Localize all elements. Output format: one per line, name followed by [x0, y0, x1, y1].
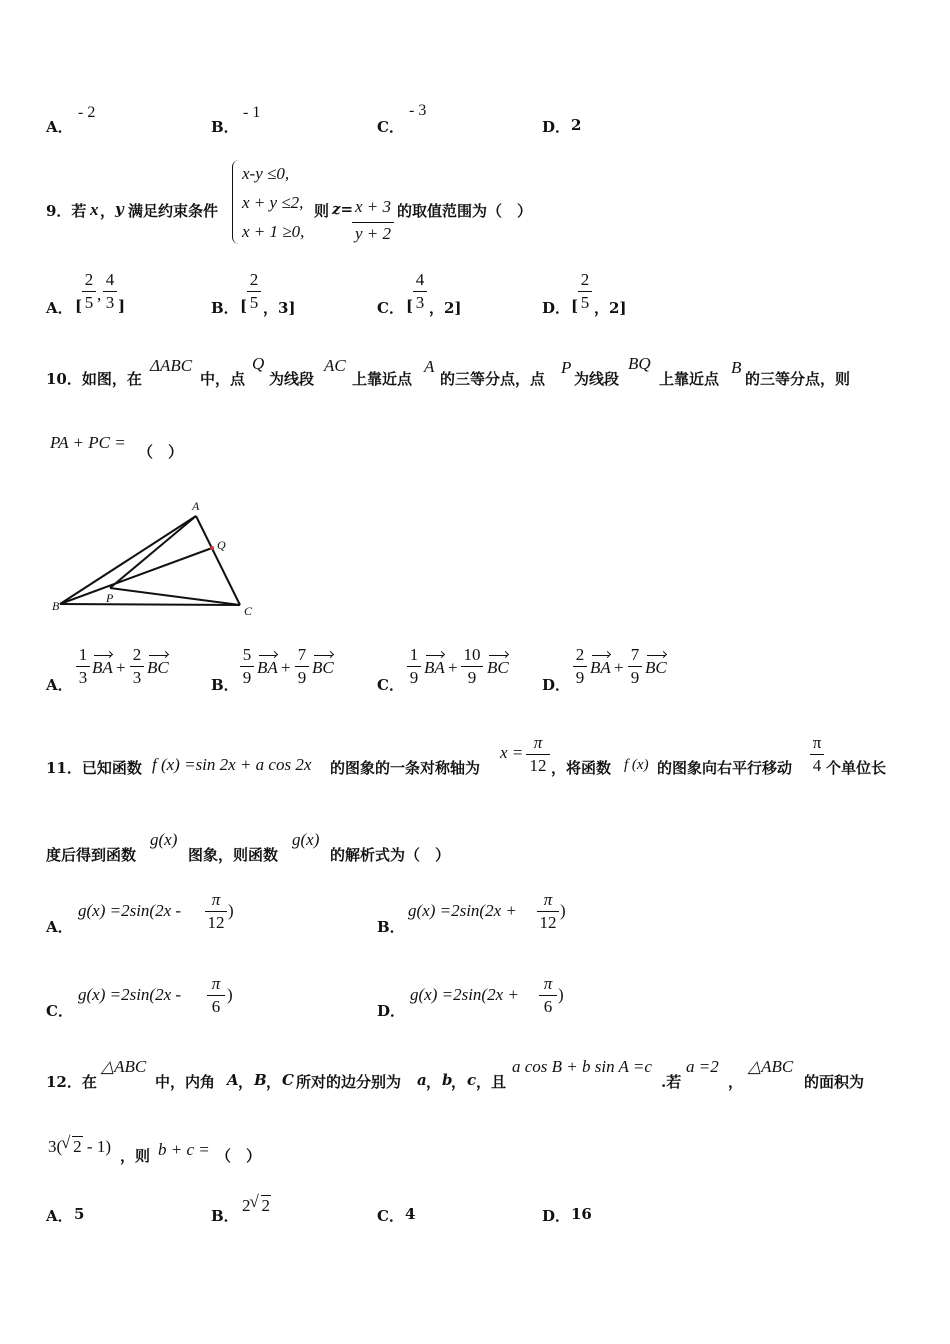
q12-p5: .若: [661, 1073, 682, 1091]
q11-option-b-den: 12: [539, 913, 557, 932]
q8-option-a-letter: A．: [46, 118, 73, 136]
q9-constraint-3: x + 1 ≥0,: [242, 222, 305, 241]
q10-p3: 为线段: [269, 370, 315, 388]
q10-p4: 上靠近点: [352, 370, 413, 388]
q9-option-c-open: [: [406, 297, 414, 315]
q9-option-d-rest: ，2]: [594, 299, 627, 317]
q8-option-b-letter: B．: [211, 118, 239, 136]
q11-shift-fraction: [810, 733, 824, 776]
fig-line-bq: [60, 548, 212, 604]
q9-option-d-open: [: [571, 297, 579, 315]
q10-option-a-frac1: [76, 645, 90, 688]
q12-area-radicand: √ 2: [72, 1136, 83, 1157]
frac-bar: [573, 666, 587, 667]
q12-area-pre: 3(: [48, 1137, 63, 1156]
q9-constraint-2: x + y ≤2,: [242, 193, 304, 212]
q11-p6: 度后得到函数: [46, 846, 137, 864]
q9-option-c-letter: C．: [377, 299, 404, 317]
q11-option-c-frac: [207, 974, 225, 1017]
q11-p5: 个单位长: [826, 759, 887, 777]
q12-option-b-value: [242, 1195, 271, 1216]
q11-option-c-letter: C．: [46, 1002, 73, 1020]
q9-z-label: z=: [332, 200, 354, 218]
q10-segment-bq: BQ: [628, 354, 651, 373]
q11-p2: 的图象的一条对称轴为: [330, 759, 481, 777]
q11-option-d-num: π: [543, 974, 553, 993]
q9-option-a-d1: 5: [84, 293, 94, 312]
q9-option-a-n1: 2: [84, 270, 94, 289]
q10-option-b-frac1: [240, 645, 254, 688]
q12-p4: ，且: [476, 1073, 507, 1091]
q10-option-b-vec1: BA: [257, 658, 278, 677]
q9-constraint-1: x-y ≤0,: [242, 164, 290, 183]
q12-side-a: a: [417, 1071, 427, 1089]
q9-option-d-letter: D．: [542, 299, 571, 317]
frac-bar: [537, 911, 559, 912]
q12-option-b-pre: 2: [242, 1196, 251, 1215]
q9-z-bar: [352, 222, 394, 223]
q10-option-c-plus: +: [448, 658, 458, 677]
q12-p7: 的面积为: [804, 1073, 865, 1091]
q9-option-b-rest: ，3]: [263, 299, 296, 317]
fig-point-q-dot: [210, 546, 214, 550]
q12-triangle: △ABC: [101, 1057, 147, 1076]
q12-expression: b + c =: [158, 1140, 210, 1159]
q12-option-a-value: 5: [74, 1205, 85, 1223]
q11-option-b-lhs: g(x) =2sin(2x +: [408, 901, 517, 920]
q10-option-a-d2: 3: [132, 668, 142, 687]
fig-label-p: P: [106, 591, 114, 605]
q11-p4: 的图象向右平行移动: [657, 759, 793, 777]
q12-p8: ，则: [120, 1147, 151, 1165]
q11-function-2: f (x): [624, 757, 649, 773]
q12-angle-b: B: [254, 1071, 267, 1089]
q12-p1: 12．在: [46, 1073, 97, 1091]
frac-bar: [578, 291, 592, 292]
q10-p7: 上靠近点: [659, 370, 720, 388]
q12-paren: （ ）: [216, 1147, 262, 1165]
fig-line-pa: [110, 516, 196, 588]
q10-option-d-vec1: BA: [590, 658, 611, 677]
q10-triangle: ΔABC: [150, 356, 193, 375]
q10-option-b-letter: B．: [211, 676, 239, 694]
q12-option-d-value: 16: [571, 1205, 592, 1223]
q10-option-a-n1: 1: [78, 645, 88, 664]
q12-side-c: c: [467, 1071, 477, 1089]
frac-bar: [539, 995, 557, 996]
q11-option-d-frac: [539, 974, 557, 1017]
q10-option-b-n1: 5: [242, 645, 252, 664]
q10-option-d-d2: 9: [630, 668, 640, 687]
q11-axis-num: π: [533, 733, 543, 752]
q9-option-a-close: ]: [118, 297, 126, 315]
q10-p1: 10．如图，在: [46, 370, 142, 388]
q10-option-d-d1: 9: [575, 668, 585, 687]
q9-option-d-n1: 2: [580, 270, 590, 289]
q11-option-a-rp: ): [228, 901, 234, 920]
q10-option-c-vec1: BA: [424, 658, 445, 677]
q11-shift-num: π: [812, 733, 822, 752]
q9-option-b-n1: 2: [249, 270, 259, 289]
q12-option-a-letter: A．: [46, 1207, 73, 1225]
q11-g-function: g(x): [150, 830, 178, 849]
q10-option-c-vec2: BC: [487, 658, 509, 677]
q10-option-b-n2: 7: [297, 645, 307, 664]
q12-triangle-2: △ABC: [748, 1057, 794, 1076]
q9-var-x: x: [90, 200, 99, 219]
q11-option-d-rp: ): [558, 985, 564, 1004]
q12-sep-2: ，: [266, 1073, 282, 1091]
fig-label-c: C: [244, 604, 253, 618]
q11-option-b-letter: B．: [377, 918, 405, 936]
q8-option-b-value: - 1: [243, 104, 261, 121]
q10-paren: （ ）: [138, 443, 184, 461]
q9-option-a-frac2: [103, 270, 117, 313]
q11-option-b-num: π: [543, 890, 553, 909]
q9-option-a-letter: A．: [46, 299, 73, 317]
q11-p1: 11．已知函数: [46, 759, 142, 777]
q10-option-a-n2: 2: [132, 645, 142, 664]
q12-area-post: - 1): [82, 1137, 111, 1156]
q12-sep-4: ，: [451, 1073, 467, 1091]
frac-bar: [295, 666, 309, 667]
q10-option-d-n1: 2: [575, 645, 585, 664]
frac-bar: [240, 666, 254, 667]
q10-option-a-vec1: BA: [92, 658, 113, 677]
q12-option-b-letter: B．: [211, 1207, 239, 1225]
q10-option-d-n2: 7: [630, 645, 640, 664]
frac-bar: [628, 666, 642, 667]
q10-option-a-plus: +: [116, 658, 126, 677]
q9-suffix: 的取值范围为（ ）: [397, 202, 533, 220]
q12-option-b-radicand: √ 2: [261, 1195, 272, 1216]
q10-option-b-vec2: BC: [312, 658, 334, 677]
q10-p2: 中，点: [200, 370, 246, 388]
q12-option-c-value: 4: [405, 1205, 416, 1223]
q9-z-denominator: y + 2: [354, 224, 392, 243]
q11-axis-den: 12: [529, 756, 547, 775]
fig-label-b: B: [52, 599, 60, 613]
q11-p3: ，将函数: [551, 759, 612, 777]
q10-expression: PA + PC =: [50, 433, 126, 452]
q9-prefix: 9．若: [46, 202, 87, 220]
q10-option-d-plus: +: [614, 658, 624, 677]
q11-option-c-rp: ): [227, 985, 233, 1004]
frac-bar: [130, 666, 144, 667]
q11-p7: 图象，则函数: [188, 846, 279, 864]
q10-point-p: P: [561, 358, 572, 377]
q9-option-c-frac: [413, 270, 427, 313]
q11-option-d-den: 6: [543, 997, 553, 1016]
q11-option-a-lhs: g(x) =2sin(2x -: [78, 901, 182, 920]
q10-triangle-figure: [40, 492, 280, 622]
frac-bar: [207, 995, 225, 996]
q10-point-a: A: [424, 357, 435, 376]
q12-equation: a cos B + b sin A =c: [512, 1057, 652, 1076]
q10-option-c-letter: C．: [377, 676, 404, 694]
q9-option-a-frac1: [82, 270, 96, 313]
fig-line-ac: [196, 516, 240, 605]
q12-angle-a: A: [227, 1071, 239, 1089]
q8-option-c-letter: C．: [377, 118, 404, 136]
q9-then: 则: [314, 202, 330, 220]
q11-axis-lhs: x =: [500, 743, 524, 762]
q9-constraint-brace: [232, 160, 239, 244]
q9-option-c-n1: 4: [415, 270, 425, 289]
q11-option-b-frac: [537, 890, 559, 933]
q10-p6: 为线段: [574, 370, 620, 388]
q10-p5: 的三等分点，点: [440, 370, 546, 388]
q9-z-numerator: x + 3: [354, 197, 392, 216]
q10-option-c-n2: 10: [463, 645, 481, 664]
q10-option-b-d2: 9: [297, 668, 307, 687]
q11-option-a-num: π: [211, 890, 221, 909]
q10-option-a-letter: A．: [46, 676, 73, 694]
q11-function: f (x) =sin 2x + a cos 2x: [152, 755, 312, 774]
q10-point-b: B: [731, 358, 742, 377]
q10-option-a-vec2: BC: [147, 658, 169, 677]
q10-point-q: Q: [252, 354, 265, 373]
q9-option-c-rest: ，2]: [429, 299, 462, 317]
q11-option-d-lhs: g(x) =2sin(2x +: [410, 985, 519, 1004]
q10-option-b-plus: +: [281, 658, 291, 677]
q8-option-c-value: - 3: [409, 102, 427, 119]
q12-p2: 中，内角: [155, 1073, 216, 1091]
q9-option-d-d1: 5: [580, 293, 590, 312]
q9-option-b-letter: B．: [211, 299, 239, 317]
q12-p3: 所对的边分别为: [296, 1073, 402, 1091]
q9-option-a-d2: 3: [105, 293, 115, 312]
q10-option-b-d1: 9: [242, 668, 252, 687]
q9-option-a-n2: 4: [105, 270, 115, 289]
q12-p6: ，: [728, 1073, 744, 1091]
q10-segment-ac: AC: [324, 356, 346, 375]
q10-option-d-vec2: BC: [645, 658, 667, 677]
q10-option-b-frac2: [295, 645, 309, 688]
q10-option-c-d1: 9: [409, 668, 419, 687]
q10-option-d-frac2: [628, 645, 642, 688]
q9-option-b-open: [: [240, 297, 248, 315]
q9-option-b-d1: 5: [249, 293, 259, 312]
q11-axis-fraction: [526, 733, 550, 776]
fig-label-a: A: [192, 499, 200, 513]
q9-option-a-open: [: [75, 297, 83, 315]
q11-option-c-den: 6: [211, 997, 221, 1016]
q12-option-c-letter: C．: [377, 1207, 404, 1225]
q11-option-c-lhs: g(x) =2sin(2x -: [78, 985, 182, 1004]
q10-option-c-d2: 9: [467, 668, 477, 687]
frac-bar: [205, 911, 227, 912]
q9-option-c-d1: 3: [415, 293, 425, 312]
q10-option-d-letter: D．: [542, 676, 571, 694]
q11-option-c-num: π: [211, 974, 221, 993]
q12-a-value: a =2: [686, 1057, 719, 1076]
q10-option-c-frac1: [407, 645, 421, 688]
frac-bar: [407, 666, 421, 667]
q9-option-b-frac: [247, 270, 261, 313]
q10-option-d-frac1: [573, 645, 587, 688]
frac-bar: [103, 291, 117, 292]
q12-option-d-letter: D．: [542, 1207, 571, 1225]
frac-bar: [810, 754, 824, 755]
q12-sep-1: ，: [238, 1073, 254, 1091]
frac-bar: [526, 754, 550, 755]
q10-option-a-frac2: [130, 645, 144, 688]
q12-area: [48, 1136, 111, 1157]
frac-bar: [247, 291, 261, 292]
q12-angle-c: C: [282, 1071, 294, 1089]
q9-comma: ，: [100, 202, 116, 220]
q11-option-a-frac: [205, 890, 227, 933]
q8-option-d-value: 2: [571, 116, 582, 134]
q10-option-c-frac2: [461, 645, 483, 688]
q11-option-a-letter: A．: [46, 918, 73, 936]
frac-bar: [76, 666, 90, 667]
frac-bar: [82, 291, 96, 292]
q11-option-a-den: 12: [207, 913, 225, 932]
fig-line-pc: [110, 588, 240, 605]
q9-var-y: y: [115, 200, 124, 218]
q11-g-function-2: g(x): [292, 830, 320, 849]
q11-option-b-rp: ): [560, 901, 566, 920]
q10-p8: 的三等分点，则: [745, 370, 851, 388]
q11-option-d-letter: D．: [377, 1002, 406, 1020]
q10-option-c-n1: 1: [409, 645, 419, 664]
frac-bar: [413, 291, 427, 292]
q8-option-a-value: - 2: [78, 104, 96, 121]
frac-bar: [461, 666, 483, 667]
q9-stem-mid: 满足约束条件: [128, 202, 219, 220]
fig-label-q: Q: [217, 538, 226, 552]
q11-shift-den: 4: [812, 756, 822, 775]
q10-option-a-d1: 3: [78, 668, 88, 687]
q12-sep-3: ，: [426, 1073, 442, 1091]
q11-p8: 的解析式为（ ）: [330, 846, 451, 864]
fig-line-bc: [60, 604, 240, 605]
q8-option-d-letter: D．: [542, 118, 571, 136]
q9-option-a-sep: ,: [97, 285, 102, 304]
q12-side-b: b: [442, 1071, 453, 1089]
q9-option-d-frac: [578, 270, 592, 313]
